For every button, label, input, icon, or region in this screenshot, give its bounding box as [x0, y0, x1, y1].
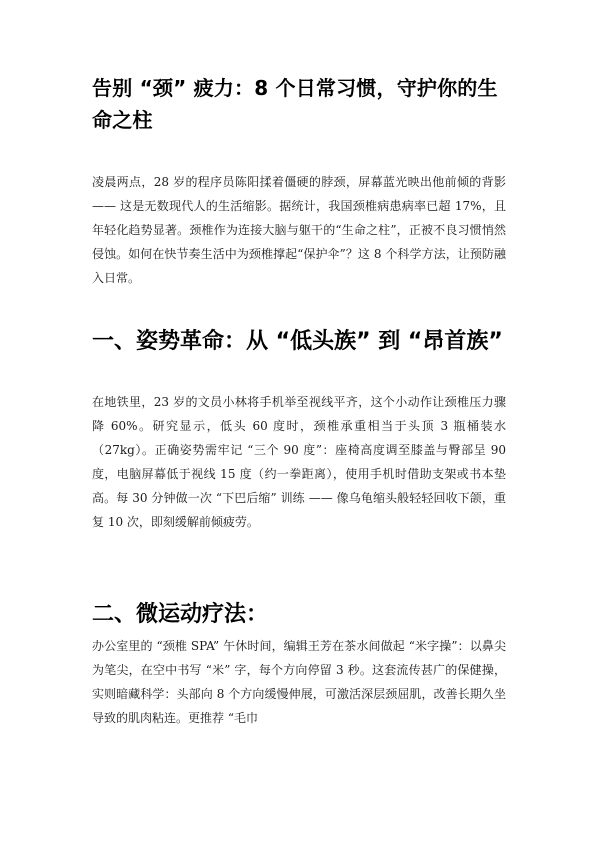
section-body-posture: 在地铁里，23 岁的文员小林将手机举至视线平齐，这个小动作让颈椎压力骤降 60%。研究显示，低头 60 度时，颈椎承重相当于头顶 3 瓶桶装水（27kg）。正确姿势需牢记 “三个 90 度”：座椅高度调至膝盖与臀部呈 90 度，电脑屏幕低于视线 15 度（约一拳距离），使用手机时借助支架或书本垫高。每 30 分钟做一次 “下巴后缩” 训练 —— 像乌龟缩头般轻轻回收下颌，重复 10 次，即刻缓解前倾疲劳。	[92, 395, 506, 529]
article-title: 告别 “颈” 疲力：8 个日常习惯，守护你的生命之柱	[92, 76, 498, 132]
section-heading-posture: 一、姿势革命：从 “低头族” 到 “昂首族”	[92, 329, 503, 354]
section-body-micro-exercise: 办公室里的 “颈椎 SPA” 午休时间，编辑王芳在茶水间做起 “米字操”：以鼻尖为笔尖，在空中书写 “米” 字，每个方向停留 3 秒。这套流传甚广的保健操，实则暗藏科学：头部向 8 个方向缓慢伸展，可激活深层颈屈肌，改善长期久坐导致的肌肉粘连。更推荐 “毛巾	[92, 639, 506, 725]
section-heading-micro-exercise: 二、微运动疗法：	[92, 601, 269, 627]
intro-paragraph: 凌晨两点，28 岁的程序员陈阳揉着僵硬的脖颈，屏幕蓝光映出他前倾的背影 —— 这是无数现代人的生活缩影。据统计，我国颈椎病患病率已超 17%，且年轻化趋势显著。颈椎作为连接大脑与躯干的“生命之柱”，正被不良习惯悄然侵蚀。如何在快节奏生活中为颈椎撑起“保护伞”？这 8 个科学方法，让预防融入日常。	[92, 175, 506, 285]
